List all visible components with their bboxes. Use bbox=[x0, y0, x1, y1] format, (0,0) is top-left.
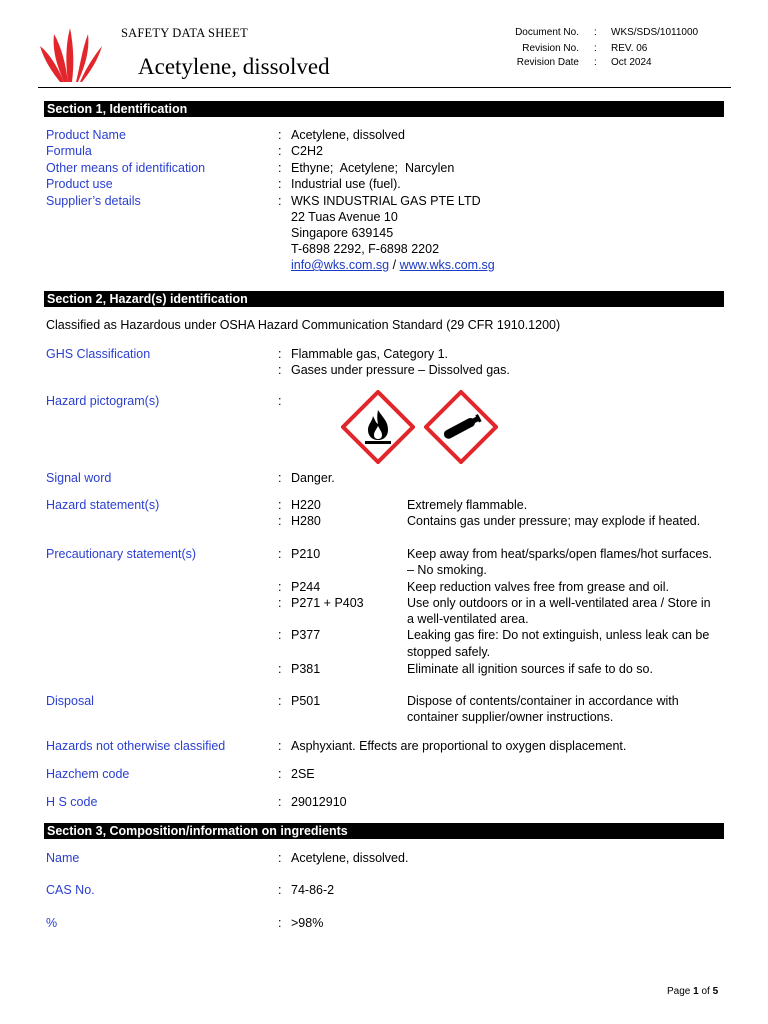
hazchem-value: 2SE bbox=[291, 767, 315, 781]
colon: : bbox=[278, 347, 282, 361]
flame-pictogram-icon bbox=[341, 390, 415, 464]
precautionary-code: P210 bbox=[291, 547, 321, 561]
ghs-value: Flammable gas, Category 1. bbox=[291, 347, 449, 361]
page-indicator bbox=[667, 986, 718, 997]
colon: : bbox=[278, 514, 282, 528]
supplier-label: Supplier’s details bbox=[46, 194, 141, 208]
disposal-code: P501 bbox=[291, 694, 321, 708]
colon: : bbox=[278, 580, 282, 594]
colon: : bbox=[278, 628, 282, 642]
hazchem-label: Hazchem code bbox=[46, 767, 130, 781]
ghs-label: GHS Classification bbox=[46, 347, 151, 361]
product-title: Acetylene, dissolved bbox=[138, 54, 330, 79]
website-link[interactable]: www.wks.com.sg bbox=[399, 258, 495, 272]
supplier-phone: T-6898 2292, F-6898 2202 bbox=[291, 242, 440, 256]
precautionary-text: – No smoking. bbox=[407, 563, 487, 577]
precautionary-text: Eliminate all ignition sources if safe to do so. bbox=[407, 662, 653, 676]
precautionary-label: Precautionary statement(s) bbox=[46, 547, 197, 561]
precautionary-code: P244 bbox=[291, 580, 321, 594]
precautionary-code: P377 bbox=[291, 628, 321, 642]
section-1-header: Section 1, Identification bbox=[44, 101, 724, 117]
company-logo bbox=[38, 26, 104, 84]
signal-word-label: Signal word bbox=[46, 471, 112, 485]
page-prefix: Page bbox=[667, 986, 691, 997]
supplier-city: Singapore 639145 bbox=[291, 226, 394, 240]
other-means-value: Ethyne; Acetylene; Narcylen bbox=[291, 161, 455, 175]
supplier-contact-line bbox=[291, 258, 495, 272]
name-label: Name bbox=[46, 851, 80, 865]
signal-word-value: Danger. bbox=[291, 471, 335, 485]
osha-classification-text: Classified as Hazardous under OSHA Hazard Communication Standard (29 CFR 1910.1200) bbox=[46, 318, 561, 332]
meta-value: Oct 2024 bbox=[611, 57, 652, 68]
colon: : bbox=[278, 194, 282, 208]
ghs-value: Gases under pressure – Dissolved gas. bbox=[291, 363, 510, 377]
colon: : bbox=[278, 851, 282, 865]
colon: : bbox=[278, 394, 282, 408]
product-use-value: Industrial use (fuel). bbox=[291, 177, 401, 191]
precautionary-code: P381 bbox=[291, 662, 321, 676]
precautionary-text: Use only outdoors or in a well-ventilated area / Store in bbox=[407, 596, 711, 610]
colon: : bbox=[278, 694, 282, 708]
colon: : bbox=[278, 161, 282, 175]
percent-label: % bbox=[46, 916, 58, 930]
colon: : bbox=[278, 767, 282, 781]
product-name-value: Acetylene, dissolved bbox=[291, 128, 405, 142]
cas-value: 74-86-2 bbox=[291, 883, 335, 897]
meta-label: Revision No. bbox=[522, 43, 579, 54]
colon: : bbox=[278, 498, 282, 512]
hs-code-label: H S code bbox=[46, 795, 98, 809]
email-link[interactable]: info@wks.com.sg bbox=[291, 258, 390, 272]
colon: : bbox=[278, 177, 282, 191]
document-type: SAFETY DATA SHEET bbox=[121, 26, 248, 40]
meta-colon: : bbox=[594, 27, 597, 38]
meta-colon: : bbox=[594, 57, 597, 68]
meta-label: Revision Date bbox=[516, 57, 579, 68]
hnoc-value: Asphyxiant. Effects are proportional to oxygen displacement. bbox=[291, 739, 627, 753]
page-total: 5 bbox=[712, 986, 719, 997]
disposal-text: Dispose of contents/container in accordance with bbox=[407, 694, 679, 708]
colon: : bbox=[278, 547, 282, 561]
colon: : bbox=[278, 883, 282, 897]
colon: : bbox=[278, 128, 282, 142]
section-2-header: Section 2, Hazard(s) identification bbox=[44, 291, 724, 307]
page-of: of bbox=[701, 986, 710, 997]
product-use-label: Product use bbox=[46, 177, 113, 191]
header-rule bbox=[38, 87, 731, 88]
hazard-code: H280 bbox=[291, 514, 321, 528]
pictogram-label: Hazard pictogram(s) bbox=[46, 394, 160, 408]
section-3-header: Section 3, Composition/information on ingredients bbox=[44, 823, 724, 839]
precautionary-text: Keep reduction valves free from grease and oil. bbox=[407, 580, 669, 594]
page-number: 1 bbox=[693, 986, 699, 997]
hnoc-label: Hazards not otherwise classified bbox=[46, 739, 226, 753]
formula-label: Formula bbox=[46, 144, 92, 158]
meta-colon: : bbox=[594, 43, 597, 54]
precautionary-code: P271 + P403 bbox=[291, 596, 364, 610]
precautionary-text: a well-ventilated area. bbox=[407, 612, 529, 626]
colon: : bbox=[278, 916, 282, 930]
formula-value: C2H2 bbox=[291, 144, 323, 158]
colon: : bbox=[278, 662, 282, 676]
colon: : bbox=[278, 739, 282, 753]
other-means-label: Other means of identification bbox=[46, 161, 206, 175]
colon: : bbox=[278, 596, 282, 610]
hazard-text: Extremely flammable. bbox=[407, 498, 528, 512]
colon: : bbox=[278, 471, 282, 485]
precautionary-text: Leaking gas fire: Do not extinguish, unless leak can be bbox=[407, 628, 710, 642]
disposal-text: container supplier/owner instructions. bbox=[407, 710, 614, 724]
product-name-label: Product Name bbox=[46, 128, 126, 142]
cas-label: CAS No. bbox=[46, 883, 95, 897]
hs-code-value: 29012910 bbox=[291, 795, 347, 809]
meta-label: Document No. bbox=[515, 27, 579, 38]
gas-cylinder-pictogram-icon bbox=[424, 390, 498, 464]
hazard-statements-label: Hazard statement(s) bbox=[46, 498, 160, 512]
colon: : bbox=[278, 144, 282, 158]
link-separator: / bbox=[392, 258, 397, 272]
supplier-address: 22 Tuas Avenue 10 bbox=[291, 210, 398, 224]
colon: : bbox=[278, 795, 282, 809]
percent-value: >98% bbox=[291, 916, 324, 930]
disposal-label: Disposal bbox=[46, 694, 94, 708]
precautionary-text: Keep away from heat/sparks/open flames/hot surfaces. bbox=[407, 547, 713, 561]
meta-value: REV. 06 bbox=[611, 43, 648, 54]
hazard-text: Contains gas under pressure; may explode if heated. bbox=[407, 514, 701, 528]
hazard-code: H220 bbox=[291, 498, 321, 512]
precautionary-text: stopped safely. bbox=[407, 645, 491, 659]
colon: : bbox=[278, 363, 282, 377]
name-value: Acetylene, dissolved. bbox=[291, 851, 409, 865]
meta-value: WKS/SDS/1011000 bbox=[611, 27, 699, 38]
supplier-name: WKS INDUSTRIAL GAS PTE LTD bbox=[291, 194, 481, 208]
